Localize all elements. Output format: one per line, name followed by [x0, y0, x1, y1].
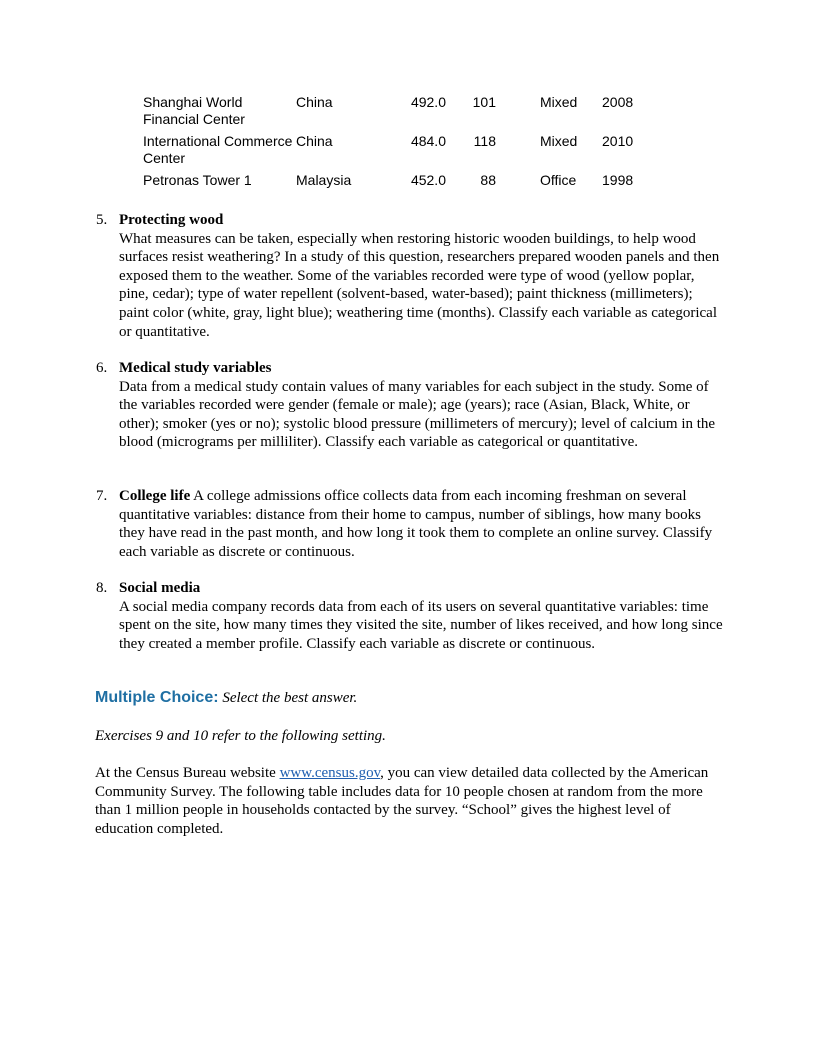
setting-note: Exercises 9 and 10 refer to the following setting. — [95, 728, 386, 744]
table-row — [143, 172, 652, 192]
exercise-text: Data from a medical study contain values of many variables for each subject in the study. Some of the variables recorded were gender (female or male); age (years); race (Asian, Black, White, or other); smoker (yes or no); systolic blood pressure (millimeters of mercury); level of calcium in the blood (micrograms per milliliter). Classify each variable as categorical or quantitative. — [119, 378, 716, 451]
building-floors: 88 — [480, 172, 496, 188]
exercise-5 — [96, 211, 726, 341]
exercise-7 — [96, 487, 726, 561]
exercise-text: What measures can be taken, especially when restoring historic wooden buildings, to help wood surfaces resist weathering? In a study of this question, researchers prepared wooden panels and then exposed them to the weather. Some of the variables recorded were type of wood (yellow poplar, pine, cedar); type of water repellent (solvent-based, water-based); paint thickness (millimeters); paint color (white, gray, light blue); weathering time (months). Classify each variable as categorical or quantitative. — [119, 230, 720, 340]
exercise-text: A college admissions office collects data from each incoming freshman on several quantitative variables: distance from their home to campus, number of siblings, how many books they have read in the past month, and how long it took them to complete an online survey. Classify each variable as discrete or continuous. — [119, 488, 713, 560]
buildings-table — [143, 94, 652, 192]
building-use: Office — [540, 172, 577, 188]
census-link[interactable]: www.census.gov — [279, 765, 381, 781]
census-text-after: , you can view detailed data collected by the American Community Survey. The following table includes data for 10 people chosen at random from the more than 1 million people in households contacted by the survey. “School” gives the highest level of education completed. — [95, 765, 709, 837]
exercise-text: A social media company records data from each of its users on several quantitative variables: time spent on the site, how many times they visited the site, number of likes received, and how long since they created a member profile. Classify each variable as discrete or continuous. — [119, 598, 723, 652]
exercise-title: College life — [119, 488, 191, 504]
exercise-number: 5. — [96, 212, 108, 228]
multiple-choice-heading — [95, 689, 735, 708]
multiple-choice-instruction: Select the best answer. — [222, 690, 358, 706]
building-height: 492.0 — [410, 94, 446, 110]
building-name: International Commerce Center — [143, 133, 293, 166]
building-year: 2008 — [602, 94, 634, 110]
building-name: Petronas Tower 1 — [143, 172, 252, 188]
building-year: 2010 — [602, 133, 634, 149]
building-height: 484.0 — [410, 133, 446, 149]
census-paragraph — [95, 764, 725, 838]
exercise-title: Social media — [119, 580, 201, 596]
exercise-number: 7. — [96, 488, 108, 504]
building-year: 1998 — [602, 172, 634, 188]
multiple-choice-label: Multiple Choice: — [95, 689, 219, 706]
exercise-title: Medical study variables — [119, 360, 272, 376]
exercise-title: Protecting wood — [119, 212, 224, 228]
building-country: China — [296, 133, 333, 149]
exercise-number: 6. — [96, 360, 108, 376]
building-country: China — [296, 94, 333, 110]
building-country: Malaysia — [296, 172, 352, 188]
building-use: Mixed — [540, 94, 578, 110]
exercise-8 — [96, 579, 726, 653]
building-name: Shanghai World Financial Center — [143, 94, 245, 127]
table-row — [143, 133, 652, 172]
table-row — [143, 94, 652, 133]
building-floors: 101 — [472, 94, 496, 110]
exercise-number: 8. — [96, 580, 108, 596]
building-floors: 118 — [473, 133, 496, 149]
building-height: 452.0 — [410, 172, 446, 188]
census-text-before: At the Census Bureau website — [95, 765, 280, 781]
exercise-6 — [96, 359, 726, 452]
building-use: Mixed — [540, 133, 578, 149]
